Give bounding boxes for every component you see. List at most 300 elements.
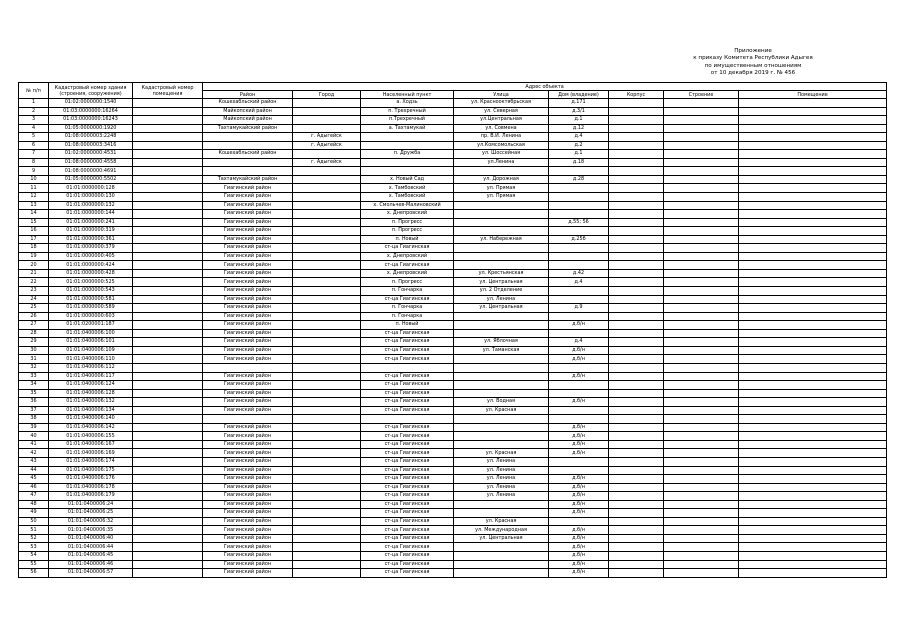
cell-district: Гиагинский район xyxy=(203,227,293,236)
cell-city xyxy=(293,475,361,484)
cell-house: д.б/н xyxy=(549,355,609,364)
cell-cadastral-building: 01:01:0000000:543 xyxy=(49,287,133,296)
cell-city xyxy=(293,329,361,338)
cell-cadastral-room xyxy=(133,218,203,227)
cell-structure xyxy=(664,321,739,330)
cell-structure xyxy=(664,278,739,287)
cell-locality: а. Тахтамукай xyxy=(361,124,454,133)
cell-locality: ст-ца Гиагинская xyxy=(361,381,454,390)
cell-house: д.б/н xyxy=(549,423,609,432)
cell-locality xyxy=(361,158,454,167)
cell-street xyxy=(454,252,549,261)
cell-room xyxy=(739,372,887,381)
cell-district: Гиагинский район xyxy=(203,329,293,338)
cell-cadastral-room xyxy=(133,372,203,381)
cell-row-number: 8 xyxy=(19,158,49,167)
cell-locality: ст-ца Гиагинская xyxy=(361,457,454,466)
cell-cadastral-room xyxy=(133,235,203,244)
cell-row-number: 25 xyxy=(19,304,49,313)
cell-city xyxy=(293,252,361,261)
cell-district: Кошехабльский район xyxy=(203,150,293,159)
table-head xyxy=(19,83,887,99)
cell-building xyxy=(609,158,664,167)
cell-room xyxy=(739,466,887,475)
cell-building xyxy=(609,432,664,441)
cell-cadastral-room xyxy=(133,133,203,142)
cell-locality: ст-ца Гиагинская xyxy=(361,509,454,518)
cell-building xyxy=(609,338,664,347)
objects-table xyxy=(18,82,887,578)
cell-district: Гиагинский район xyxy=(203,304,293,313)
cell-street: ул. 2 Отделение xyxy=(454,287,549,296)
table-row xyxy=(19,406,887,415)
cell-street: ул. Водная xyxy=(454,398,549,407)
cell-cadastral-room xyxy=(133,167,203,176)
col-header-house: Дом (владение) xyxy=(549,91,609,99)
cell-cadastral-building: 01:01:0400006:25 xyxy=(49,509,133,518)
cell-row-number: 24 xyxy=(19,295,49,304)
table-row xyxy=(19,312,887,321)
cell-cadastral-building: 01:01:0400006:169 xyxy=(49,449,133,458)
cell-locality xyxy=(361,415,454,424)
cell-cadastral-building: 01:01:0400006:45 xyxy=(49,551,133,560)
cell-row-number: 13 xyxy=(19,201,49,210)
cell-building xyxy=(609,116,664,125)
cell-cadastral-building: 01:01:0400006:117 xyxy=(49,372,133,381)
cell-cadastral-room xyxy=(133,184,203,193)
cell-house: д.б/н xyxy=(549,372,609,381)
cell-row-number: 22 xyxy=(19,278,49,287)
cell-district: Гиагинский район xyxy=(203,244,293,253)
cell-house xyxy=(549,295,609,304)
cell-cadastral-room xyxy=(133,210,203,219)
cell-locality: а. Ходзь xyxy=(361,99,454,108)
cell-locality: ст-ца Гиагинская xyxy=(361,449,454,458)
cell-district: Гиагинский район xyxy=(203,551,293,560)
cell-street xyxy=(454,201,549,210)
cell-district: Гиагинский район xyxy=(203,466,293,475)
cell-room xyxy=(739,355,887,364)
cell-cadastral-room xyxy=(133,227,203,236)
cell-street: ул. Совмена xyxy=(454,124,549,133)
cell-cadastral-building: 01:01:0000000:319 xyxy=(49,227,133,236)
cell-room xyxy=(739,244,887,253)
cell-cadastral-room xyxy=(133,278,203,287)
cell-street: ул. Прямая xyxy=(454,184,549,193)
cell-house: д.б/н xyxy=(549,492,609,501)
table-row xyxy=(19,184,887,193)
table-row xyxy=(19,269,887,278)
cell-cadastral-building: 01:01:0400006:134 xyxy=(49,406,133,415)
cell-structure xyxy=(664,193,739,202)
table-row xyxy=(19,526,887,535)
cell-building xyxy=(609,252,664,261)
cell-house xyxy=(549,227,609,236)
table-row xyxy=(19,440,887,449)
cell-building xyxy=(609,278,664,287)
table-row xyxy=(19,227,887,236)
cell-room xyxy=(739,526,887,535)
cell-cadastral-building: 01:01:0400006:112 xyxy=(49,363,133,372)
table-row xyxy=(19,124,887,133)
cell-structure xyxy=(664,543,739,552)
cell-street: ул. Ленина xyxy=(454,457,549,466)
cell-house: д.б/н xyxy=(549,543,609,552)
cell-house: д.171 xyxy=(549,99,609,108)
cell-house: д.б/н xyxy=(549,534,609,543)
cell-street xyxy=(454,321,549,330)
header-line-committee: по имущественным отношениям xyxy=(704,62,802,69)
cell-street: ул. Центральная xyxy=(454,304,549,313)
cell-locality: п. Прогресс xyxy=(361,278,454,287)
cell-row-number: 42 xyxy=(19,449,49,458)
col-header-address: Адрес объекта xyxy=(203,83,887,91)
cell-room xyxy=(739,141,887,150)
cell-district: Гиагинский район xyxy=(203,346,293,355)
cell-cadastral-building: 01:01:0400006:128 xyxy=(49,389,133,398)
cell-city xyxy=(293,261,361,270)
cell-street: ул. Ленина xyxy=(454,295,549,304)
cell-street xyxy=(454,227,549,236)
cell-cadastral-room xyxy=(133,483,203,492)
cell-cadastral-building: 01:05:0000000:5502 xyxy=(49,175,133,184)
cell-house: д.б/н xyxy=(549,475,609,484)
table-row xyxy=(19,287,887,296)
cell-structure xyxy=(664,526,739,535)
cell-building xyxy=(609,107,664,116)
cell-cadastral-room xyxy=(133,543,203,552)
cell-cadastral-building: 01:01:0400006:132 xyxy=(49,398,133,407)
cell-cadastral-building: 01:01:0000000:424 xyxy=(49,261,133,270)
cell-locality: п. Прогресс xyxy=(361,218,454,227)
cell-structure xyxy=(664,534,739,543)
cell-cadastral-building: 01:03:0000000:16264 xyxy=(49,107,133,116)
cell-cadastral-building: 01:08:0000000:4558 xyxy=(49,158,133,167)
cell-structure xyxy=(664,304,739,313)
cell-structure xyxy=(664,406,739,415)
cell-room xyxy=(739,193,887,202)
cell-building xyxy=(609,269,664,278)
cell-room xyxy=(739,167,887,176)
table-row xyxy=(19,423,887,432)
cell-row-number: 15 xyxy=(19,218,49,227)
cell-cadastral-building: 01:08:0000003:2248 xyxy=(49,133,133,142)
cell-row-number: 4 xyxy=(19,124,49,133)
cell-structure xyxy=(664,210,739,219)
cell-district: Гиагинский район xyxy=(203,184,293,193)
cell-street xyxy=(454,372,549,381)
cell-building xyxy=(609,569,664,578)
cell-room xyxy=(739,158,887,167)
cell-room xyxy=(739,398,887,407)
cell-building xyxy=(609,304,664,313)
cell-row-number: 3 xyxy=(19,116,49,125)
cell-room xyxy=(739,363,887,372)
cell-cadastral-room xyxy=(133,381,203,390)
cell-district xyxy=(203,167,293,176)
cell-structure xyxy=(664,432,739,441)
cell-house: д.2 xyxy=(549,141,609,150)
cell-house: д.б/н xyxy=(549,346,609,355)
cell-building xyxy=(609,312,664,321)
cell-house: д.б/н xyxy=(549,440,609,449)
cell-cadastral-room xyxy=(133,363,203,372)
cell-locality: х. Днепровский xyxy=(361,252,454,261)
cell-street xyxy=(454,440,549,449)
cell-cadastral-room xyxy=(133,509,203,518)
cell-locality: п. Новый xyxy=(361,235,454,244)
table-row xyxy=(19,500,887,509)
cell-street xyxy=(454,423,549,432)
cell-room xyxy=(739,321,887,330)
cell-structure xyxy=(664,509,739,518)
table-row xyxy=(19,551,887,560)
cell-locality: ст-ца Гиагинская xyxy=(361,432,454,441)
cell-cadastral-room xyxy=(133,406,203,415)
cell-cadastral-room xyxy=(133,312,203,321)
cell-street xyxy=(454,167,549,176)
cell-house xyxy=(549,406,609,415)
cell-structure xyxy=(664,116,739,125)
cell-locality: ст-ца Гиагинская xyxy=(361,492,454,501)
cell-house xyxy=(549,244,609,253)
cell-row-number: 53 xyxy=(19,543,49,552)
cell-house: д.4 xyxy=(549,338,609,347)
table-row xyxy=(19,295,887,304)
cell-room xyxy=(739,184,887,193)
cell-row-number: 21 xyxy=(19,269,49,278)
cell-row-number: 9 xyxy=(19,167,49,176)
cell-street xyxy=(454,261,549,270)
cell-house xyxy=(549,210,609,219)
cell-city xyxy=(293,398,361,407)
cell-structure xyxy=(664,363,739,372)
cell-structure xyxy=(664,218,739,227)
cell-cadastral-building: 01:03:0000000:16243 xyxy=(49,116,133,125)
cell-house xyxy=(549,193,609,202)
cell-locality: п. Новый xyxy=(361,321,454,330)
cell-cadastral-room xyxy=(133,99,203,108)
cell-street xyxy=(454,355,549,364)
cell-district: Гиагинский район xyxy=(203,534,293,543)
cell-district: Гиагинский район xyxy=(203,321,293,330)
cell-cadastral-building: 01:01:0400006:109 xyxy=(49,346,133,355)
cell-house: д.б/н xyxy=(549,321,609,330)
cell-room xyxy=(739,235,887,244)
cell-room xyxy=(739,423,887,432)
cell-cadastral-room xyxy=(133,175,203,184)
cell-building xyxy=(609,492,664,501)
cell-building xyxy=(609,346,664,355)
cell-district xyxy=(203,133,293,142)
cell-building xyxy=(609,99,664,108)
cell-cadastral-building: 01:01:0000000:241 xyxy=(49,218,133,227)
cell-city xyxy=(293,201,361,210)
cell-street xyxy=(454,210,549,219)
cell-cadastral-room xyxy=(133,551,203,560)
cell-row-number: 54 xyxy=(19,551,49,560)
cell-structure xyxy=(664,295,739,304)
cell-building xyxy=(609,423,664,432)
cell-locality: х. Новый Сад xyxy=(361,175,454,184)
table-row xyxy=(19,304,887,313)
cell-row-number: 5 xyxy=(19,133,49,142)
cell-district: Гиагинский район xyxy=(203,381,293,390)
cell-locality: ст-ца Гиагинская xyxy=(361,560,454,569)
table-row xyxy=(19,466,887,475)
cell-building xyxy=(609,355,664,364)
cell-row-number: 17 xyxy=(19,235,49,244)
cell-city xyxy=(293,321,361,330)
cell-cadastral-building: 01:01:0000000:428 xyxy=(49,269,133,278)
cell-row-number: 39 xyxy=(19,423,49,432)
cell-cadastral-room xyxy=(133,355,203,364)
cell-city xyxy=(293,295,361,304)
col-header-cadastral-building: Кадастровый номер здания (строения, сооружения) xyxy=(49,83,133,99)
cell-building xyxy=(609,201,664,210)
cell-city xyxy=(293,381,361,390)
cell-room xyxy=(739,150,887,159)
cell-district: Гиагинский район xyxy=(203,483,293,492)
cell-row-number: 47 xyxy=(19,492,49,501)
cell-building xyxy=(609,415,664,424)
cell-cadastral-room xyxy=(133,193,203,202)
cell-cadastral-building: 01:01:0000000:603 xyxy=(49,312,133,321)
cell-row-number: 32 xyxy=(19,363,49,372)
cell-cadastral-building: 01:01:0400006:40 xyxy=(49,534,133,543)
cell-row-number: 35 xyxy=(19,389,49,398)
cell-building xyxy=(609,218,664,227)
cell-row-number: 19 xyxy=(19,252,49,261)
cell-house xyxy=(549,287,609,296)
table-row xyxy=(19,543,887,552)
cell-house xyxy=(549,457,609,466)
cell-structure xyxy=(664,372,739,381)
cell-cadastral-room xyxy=(133,158,203,167)
cell-locality: п. Прогресс xyxy=(361,227,454,236)
cell-row-number: 31 xyxy=(19,355,49,364)
cell-city xyxy=(293,184,361,193)
cell-cadastral-building: 01:01:0400006:24 xyxy=(49,500,133,509)
cell-city xyxy=(293,526,361,535)
cell-structure xyxy=(664,475,739,484)
cell-row-number: 43 xyxy=(19,457,49,466)
cell-district xyxy=(203,415,293,424)
cell-room xyxy=(739,269,887,278)
cell-house: д.12 xyxy=(549,124,609,133)
cell-city xyxy=(293,346,361,355)
cell-cadastral-building: 01:01:0400006:140 xyxy=(49,415,133,424)
cell-room xyxy=(739,551,887,560)
table-row xyxy=(19,116,887,125)
cell-room xyxy=(739,124,887,133)
cell-building xyxy=(609,457,664,466)
cell-house: д.28 xyxy=(549,175,609,184)
cell-structure xyxy=(664,398,739,407)
cell-city xyxy=(293,312,361,321)
cell-row-number: 51 xyxy=(19,526,49,535)
cell-house: д.б/н xyxy=(549,500,609,509)
cell-locality: ст-ца Гиагинская xyxy=(361,440,454,449)
cell-house xyxy=(549,363,609,372)
cell-structure xyxy=(664,141,739,150)
cell-house xyxy=(549,466,609,475)
col-header-street: Улица xyxy=(454,91,549,99)
cell-room xyxy=(739,287,887,296)
cell-district: Кошехабльский район xyxy=(203,99,293,108)
cell-structure xyxy=(664,346,739,355)
cell-cadastral-building: 01:01:0000000:589 xyxy=(49,304,133,313)
cell-district xyxy=(203,363,293,372)
cell-building xyxy=(609,398,664,407)
cell-street: ул.Ленина xyxy=(454,158,549,167)
cell-district: Майкопский район xyxy=(203,107,293,116)
cell-locality: п. Гончарка xyxy=(361,304,454,313)
cell-row-number: 28 xyxy=(19,329,49,338)
cell-cadastral-room xyxy=(133,295,203,304)
cell-cadastral-building: 01:01:0000000:405 xyxy=(49,252,133,261)
cell-room xyxy=(739,432,887,441)
cell-cadastral-room xyxy=(133,517,203,526)
cell-district: Гиагинский район xyxy=(203,201,293,210)
table-row xyxy=(19,278,887,287)
cell-district: Гиагинский район xyxy=(203,543,293,552)
cell-structure xyxy=(664,107,739,116)
cell-city: г. Адыгейск xyxy=(293,141,361,150)
cell-room xyxy=(739,517,887,526)
cell-row-number: 7 xyxy=(19,150,49,159)
cell-cadastral-room xyxy=(133,492,203,501)
cell-city xyxy=(293,107,361,116)
document-header xyxy=(640,48,866,78)
cell-room xyxy=(739,560,887,569)
cell-locality: ст-ца Гиагинская xyxy=(361,398,454,407)
table-row xyxy=(19,261,887,270)
table-row xyxy=(19,167,887,176)
cell-cadastral-room xyxy=(133,415,203,424)
cell-building xyxy=(609,406,664,415)
cell-row-number: 20 xyxy=(19,261,49,270)
cell-room xyxy=(739,278,887,287)
cell-structure xyxy=(664,124,739,133)
cell-cadastral-building: 01:01:0400006:124 xyxy=(49,381,133,390)
cell-street: ул. Таманская xyxy=(454,346,549,355)
cell-row-number: 23 xyxy=(19,287,49,296)
cell-building xyxy=(609,543,664,552)
cell-district: Гиагинский район xyxy=(203,526,293,535)
cell-city xyxy=(293,500,361,509)
cell-room xyxy=(739,483,887,492)
cell-locality: ст-ца Гиагинская xyxy=(361,244,454,253)
cell-house: д.б/н xyxy=(549,483,609,492)
cell-cadastral-building: 01:01:0400006:174 xyxy=(49,457,133,466)
cell-district: Гиагинский район xyxy=(203,517,293,526)
cell-district: Гиагинский район xyxy=(203,210,293,219)
cell-city xyxy=(293,150,361,159)
table-row xyxy=(19,141,887,150)
cell-city xyxy=(293,492,361,501)
cell-building xyxy=(609,244,664,253)
cell-street xyxy=(454,543,549,552)
cell-city xyxy=(293,457,361,466)
cell-cadastral-building: 01:01:0000000:144 xyxy=(49,210,133,219)
cell-structure xyxy=(664,244,739,253)
cell-district: Гиагинский район xyxy=(203,312,293,321)
cell-room xyxy=(739,304,887,313)
cell-cadastral-room xyxy=(133,398,203,407)
cell-house xyxy=(549,167,609,176)
cell-room xyxy=(739,389,887,398)
